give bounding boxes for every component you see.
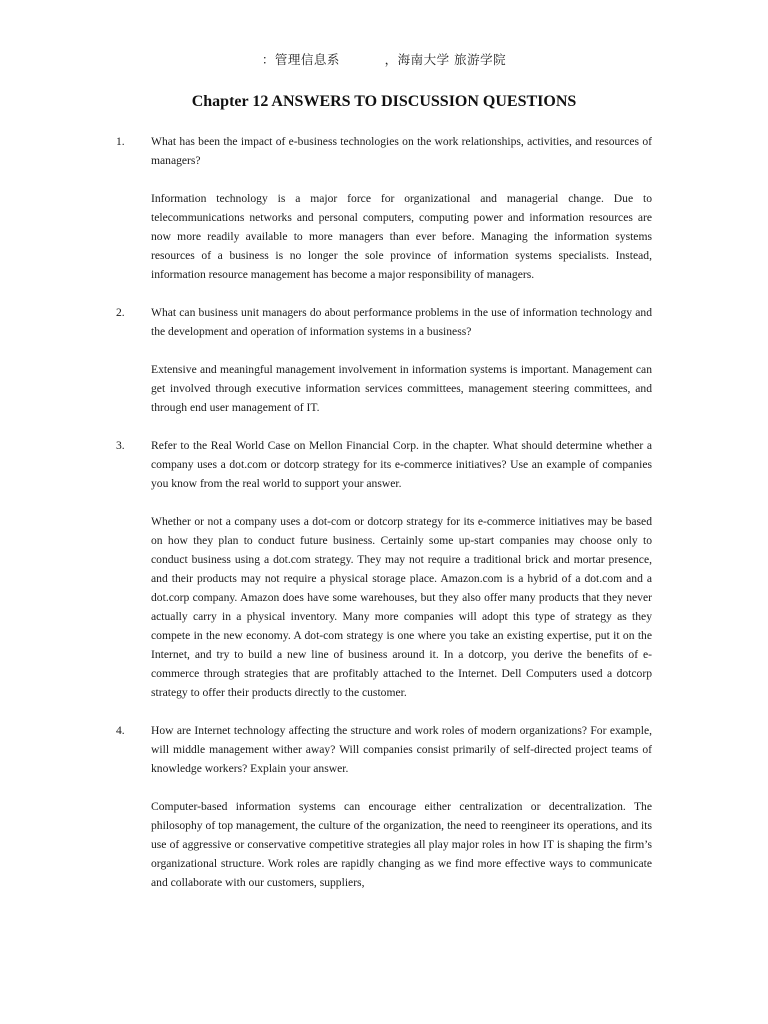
- qa-item-2: [116, 303, 652, 417]
- question-number: 1.: [116, 135, 125, 148]
- question-row: [116, 721, 652, 778]
- question-number: 3.: [116, 439, 125, 452]
- answer-text: Extensive and meaningful management involvement in information systems is important. Management can get involved through executive information services committees, management steering committees, and through end user management of IT.: [151, 363, 652, 414]
- question-text: How are Internet technology affecting the structure and work roles of modern organizations? For example, will middle management wither away? Will companies consist primarily of self-directed project teams of knowledge workers? Explain your answer.: [151, 724, 652, 775]
- question-text: Refer to the Real World Case on Mellon Financial Corp. in the chapter. What should determine whether a company uses a dot.com or dotcorp strategy for its e-commerce initiatives? Use an example of companies you know from the real world to support your answer.: [151, 439, 652, 490]
- question-row: [116, 436, 652, 493]
- answer-text: Whether or not a company uses a dot-com or dotcorp strategy for its e-commerce initiatives may be based on how they plan to conduct future business. Certainly some up-start companies may choose only to conduct business using a dot.com strategy. They may not require a traditional brick and mortar presence, and their products may not require a physical storage place. Amazon.com is a hybrid of a dot.com and a dot.corp company. Amazon does have some warehouses, but they also offer many products that they never actually carry in a physical inventory. Many more companies will adopt this type of strategy as they compete in the new economy. A dot-com strategy is one where you take an existing expertise, put it on the Internet, and try to build a new line of business around it. In a dotcorp, you derive the benefits of e-commerce through strategies that are profitably attached to the Internet. Dell Computers used a dotcorp strategy to offer their products directly to the customer.: [151, 515, 652, 699]
- qa-list: [116, 132, 652, 892]
- question-number: 2.: [116, 306, 125, 319]
- question-text: What can business unit managers do about performance problems in the use of information technology and the development and operation of information systems in a business?: [151, 306, 652, 338]
- qa-item-4: [116, 721, 652, 892]
- question-row: [116, 132, 652, 170]
- question-row: [116, 303, 652, 341]
- page-title: Chapter 12 ANSWERS TO DISCUSSION QUESTIONS: [191, 93, 577, 110]
- answer-text: Computer-based information systems can encourage either centralization or decentralization. The philosophy of top management, the culture of the organization, the need to reengineer its operations, and its use of aggressive or conservative competitive strategies all play major roles in how IT is shaping the firm’s organizational structure. Work roles are rapidly changing as we find more effective ways to communicate and collaborate with our customers, suppliers,: [151, 800, 652, 889]
- question-text: What has been the impact of e-business technologies on the work relationships, activities, and resources of managers?: [151, 135, 652, 167]
- answer-text: Information technology is a major force for organizational and managerial change. Due to telecommunications networks and personal computers, computing power and information resources are now more readily available to more managers than ever before. Managing the information systems resources of a business is no longer the sole province of information systems specialists. Instead, information resource management has become a major responsibility of managers.: [151, 192, 652, 281]
- qa-item-3: [116, 436, 652, 702]
- page-header: ：管理信息系 ，海南大学 旅游学院: [261, 52, 507, 67]
- question-number: 4.: [116, 724, 125, 737]
- qa-item-1: [116, 132, 652, 284]
